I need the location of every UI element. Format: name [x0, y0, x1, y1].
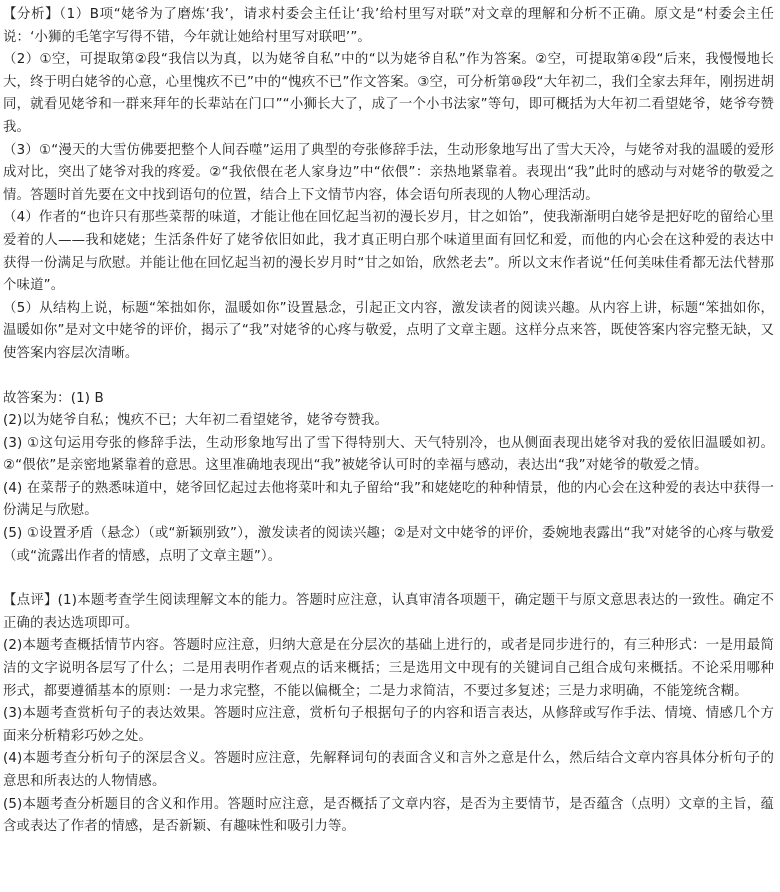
comment-paragraph-3: (3)本题考查赏析句子的表达效果。答题时应注意，赏析句子根据句子的内容和语言表达，从修辞或写作手法、情境、情感几个方面来分析精彩巧妙之处。: [3, 706, 774, 744]
analysis-paragraph-5: （5）从结构上说，标题“笨拙如你，温暖如你”设置悬念，引起正文内容，激发读者的阅读兴趣。从内容上讲，标题“笨拙如你，温暖如你”是对文中姥爷的评价，揭示了“我”对姥爷的心疼与敬爱，点明了文章主题。这样分点来答，既使答案内容完整无缺，又使答案内容层次清晰。: [3, 300, 774, 361]
answer-paragraph-1: 故答案为：(1) B: [3, 390, 104, 406]
analysis-paragraph-1: 【分析】（1）B项“姥爷为了磨炼‘我’，请求村委会主任让‘我’给村里写对联”对文章的理解和分析不正确。原文是“村委会主任说：‘小狮的毛笔字写得不错，今年就让她给村里写对联吧’”。: [3, 7, 774, 45]
analysis-paragraph-2: （2）①空，可提取第②段“我信以为真，以为姥爷自私”中的“以为姥爷自私”作为答案。②空，可提取第④段“后来，我慢慢地长大，终于明白姥爷的心意，心里愧疚不已”中的“愧疚不已”作文答案。③空，可分析第⑩段“大年初二，我们全家去拜年，刚拐进胡同，就看见姥爷和一群来拜年的长辈站在门口”“小狮长大了，成了一个小书法家”等句，即可概括为大年初二看望姥爷，姥爷夸赞我。: [3, 52, 774, 135]
answer-paragraph-2: (2)以为姥爷自私；愧疚不已；大年初二看望姥爷，姥爷夸赞我。: [3, 413, 389, 429]
section-spacer: [3, 366, 774, 388]
answer-paragraph-3: (3) ①这句运用夸张的修辞手法，生动形象地写出了雪下得特别大、天气特别冷，也从侧面表现出姥爷对我的爱依旧温暖如初。②“偎依”是亲密地紧靠着的意思。这里准确地表现出“我”被姥爷认可时的幸福与感动，表达出“我”对姥爷的敬爱之情。: [3, 435, 774, 474]
answers-section: [3, 388, 774, 569]
comment-paragraph-1: 【点评】(1)本题考查学生阅读理解文本的能力。答题时应注意，认真审清各项题干，确定题干与原文意思表达的一致性。确定不正确的表达选项即可。: [3, 593, 774, 631]
analysis-paragraph-4: （4）作者的“也许只有那些菜帮的味道，才能让他在回忆起当初的漫长岁月，甘之如饴”，使我渐渐明白姥爷是把好吃的留给心里爱着的人——我和姥姥；生活条件好了姥爷依旧如此，我才真正明白那个味道里面有回忆和爱，而他的内心会在这种爱的表达中获得一份满足与欣慰。并能让他在回忆起当初的漫长岁月时“甘之如饴，欣然老去”。所以文末作者说“任何美味佳肴都无法代替那个味道”。: [3, 210, 774, 294]
comments-section: [3, 590, 774, 839]
answer-paragraph-4: (4) 在菜帮子的熟悉味道中，姥爷回忆起过去他将菜叶和丸子留给“我”和姥姥吃的种种情景，他的内心会在这种爱的表达中获得一份满足与欣慰。: [3, 480, 774, 519]
comment-paragraph-5: (5)本题考查分析题目的含义和作用。答题时应注意，是否概括了文章内容，是否为主要情节，是否蕴含（点明）文章的主旨，蕴含或表达了作者的情感，是否新颖、有趣味性和吸引力等。: [3, 796, 774, 835]
section-spacer: [3, 568, 774, 590]
answer-paragraph-5: (5) ①设置矛盾（悬念）（或“新颖别致”），激发读者的阅读兴趣；②是对文中姥爷的评价，委婉地表露出“我”对姥爷的心疼与敬爱（或“流露出作者的情感，点明了文章主题”）。: [3, 526, 774, 564]
comment-paragraph-2: (2)本题考查概括情节内容。答题时应注意，归纳大意是在分层次的基础上进行的，或者是同步进行的，有三种形式：一是用最简洁的文字说明各层写了什么；二是用表明作者观点的话来概括；三是选用文中现有的关键词自己组合成句来概括。不论采用哪种形式，都要遵循基本的原则：一是力求完整，不能以偏概全；二是力求简洁，不要过多复述；三是力求明确，不能笼统含糊。: [3, 638, 774, 699]
analysis-section: [3, 4, 774, 366]
comment-paragraph-4: (4)本题考查分析句子的深层含义。答题时应注意，先解释词句的表面含义和言外之意是什么，然后结合文章内容具体分析句子的意思和所表达的人物情感。: [3, 751, 774, 789]
analysis-paragraph-3: （3）①“漫天的大雪仿佛要把整个人间吞噬”运用了典型的夸张修辞手法，生动形象地写出了雪大天冷，与姥爷对我的温暖的爱形成对比，突出了姥爷对我的疼爱。②“我依偎在老人家身边”中“依偎”：亲热地紧靠着。表现出“我”此时的感动与对姥爷的敬爱之情。答题时首先要在文中找到语句的位置，结合上下文情节内容，体会语句所表现的人物心理活动。: [3, 142, 774, 203]
